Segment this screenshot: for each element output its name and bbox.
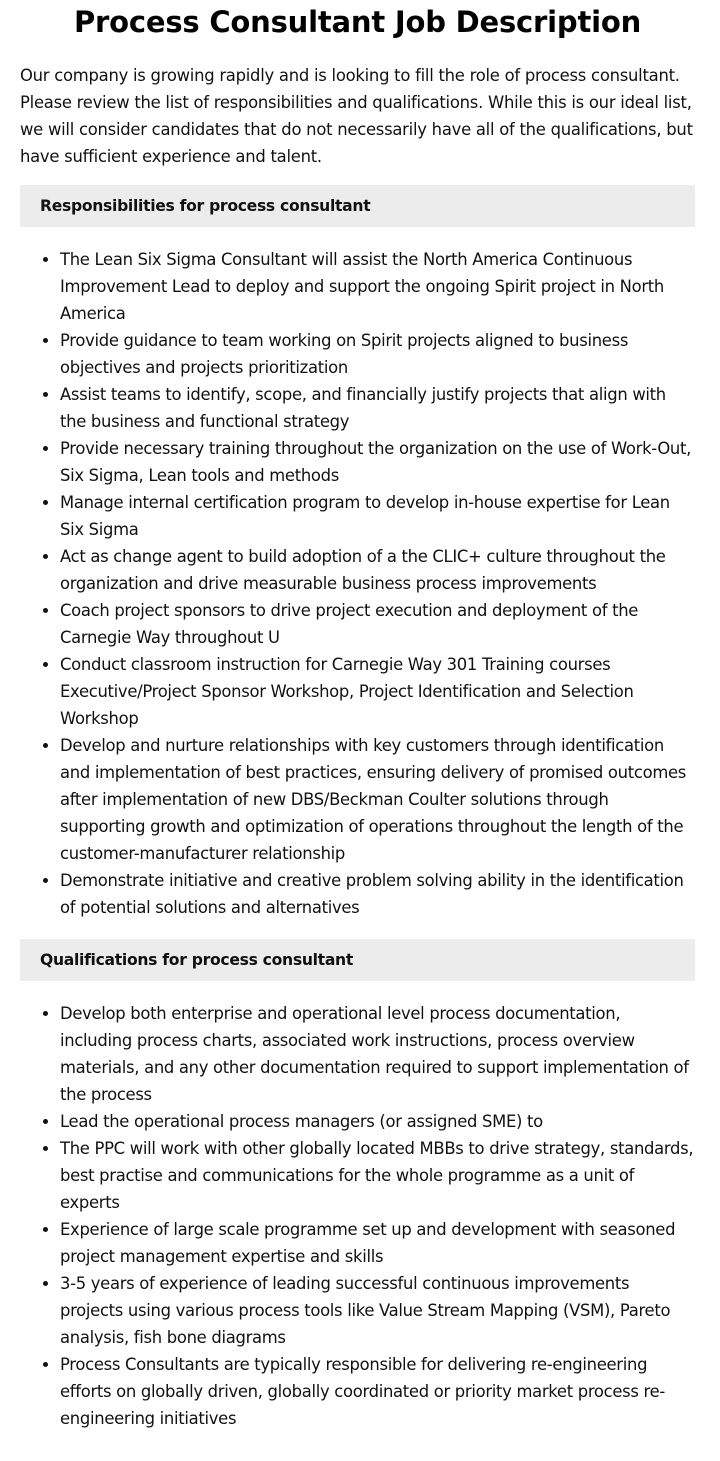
list-item: • Demonstrate initiative and creative problem solving ability in the identification of potential solutions and alternatives xyxy=(60,867,695,921)
list-item: • 3-5 years of experience of leading successful continuous improvements projects using various process tools like Value Stream Mapping (VSM), Pareto analysis, fish bone diagrams xyxy=(60,1270,695,1351)
responsibilities-list xyxy=(20,246,695,921)
list-item: • The PPC will work with other globally located MBBs to drive strategy, standards, best practise and communications for the whole programme as a unit of experts xyxy=(60,1135,695,1216)
qualifications-list xyxy=(20,1000,695,1432)
qualifications-heading: Qualifications for process consultant xyxy=(20,939,695,981)
list-item: • Coach project sponsors to drive project execution and deployment of the Carnegie Way throughout U xyxy=(60,597,695,651)
list-item: • Manage internal certification program to develop in-house expertise for Lean Six Sigma xyxy=(60,489,695,543)
list-item: • Lead the operational process managers (or assigned SME) to xyxy=(60,1108,695,1135)
list-item: • Process Consultants are typically responsible for delivering re-engineering efforts on globally driven, globally coordinated or priority market process re-engineering initiatives xyxy=(60,1351,695,1432)
list-item: • Provide necessary training throughout the organization on the use of Work-Out, Six Sigma, Lean tools and methods xyxy=(60,435,695,489)
intro-paragraph: Our company is growing rapidly and is looking to fill the role of process consultant. Please review the list of responsibilities and qualifications. While this is our ideal list, we will consider candidates that do not necessarily have all of the qualifications, but have sufficient experience and talent. xyxy=(20,66,693,166)
list-item: • Assist teams to identify, scope, and financially justify projects that align with the business and functional strategy xyxy=(60,381,695,435)
list-item: • Provide guidance to team working on Spirit projects aligned to business objectives and projects prioritization xyxy=(60,327,695,381)
list-item: • Develop both enterprise and operational level process documentation, including process charts, associated work instructions, process overview materials, and any other documentation required to support implementation of the process xyxy=(60,1000,695,1108)
responsibilities-heading: Responsibilities for process consultant xyxy=(20,185,695,227)
page-title: Process Consultant Job Description xyxy=(73,5,642,39)
list-item: • Develop and nurture relationships with key customers through identification and implementation of best practices, ensuring delivery of promised outcomes after implementation of new DBS/Beckman Coulter solutions through supporting growth and optimization of operations throughout the length of the customer-manufacturer relationship xyxy=(60,732,695,867)
list-item: • Conduct classroom instruction for Carnegie Way 301 Training courses Executive/Project Sponsor Workshop, Project Identification and Selection Workshop xyxy=(60,651,695,732)
list-item: • Experience of large scale programme set up and development with seasoned project management expertise and skills xyxy=(60,1216,695,1270)
list-item: • Act as change agent to build adoption of a the CLIC+ culture throughout the organization and drive measurable business process improvements xyxy=(60,543,695,597)
list-item: • The Lean Six Sigma Consultant will assist the North America Continuous Improvement Lead to deploy and support the ongoing Spirit project in North America xyxy=(60,246,695,327)
